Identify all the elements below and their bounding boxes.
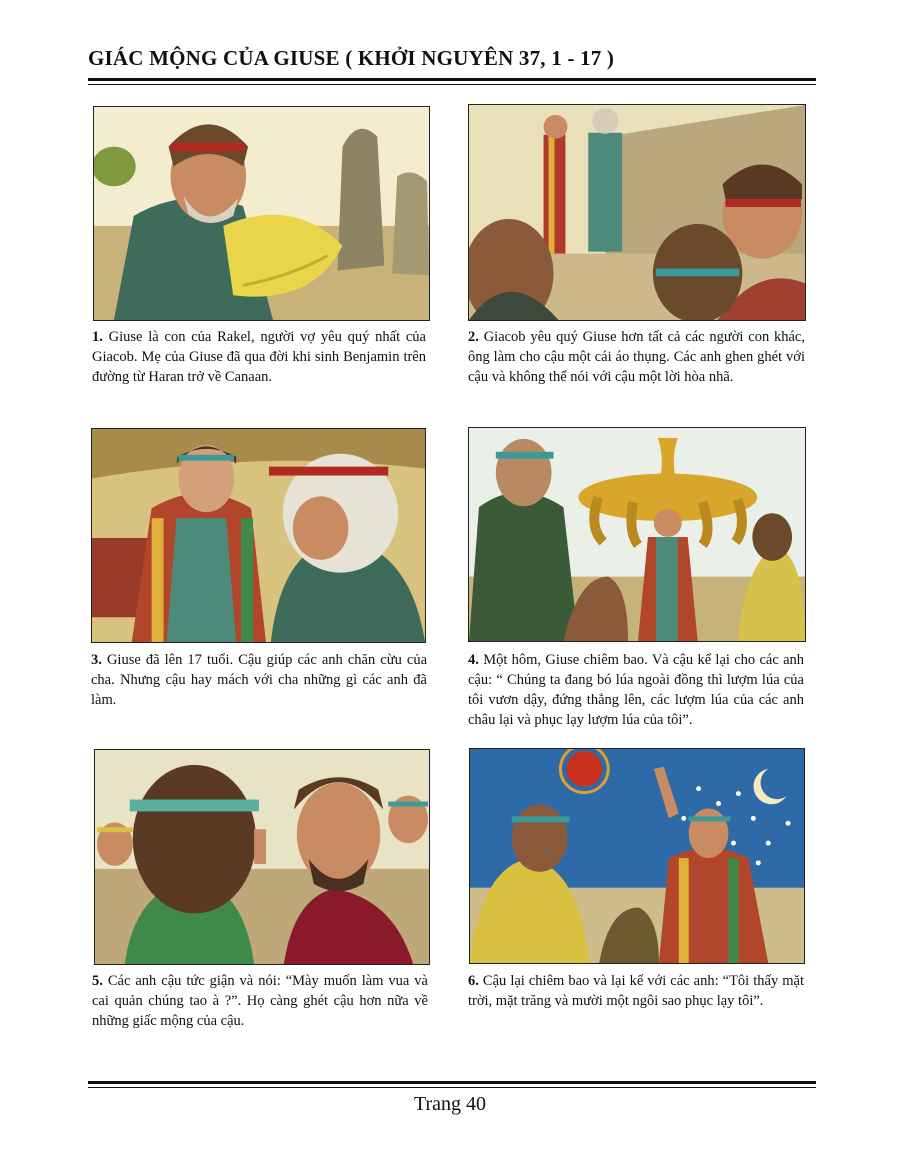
title-rule-thin [88, 84, 816, 85]
panel-2-illustration [468, 104, 806, 321]
panel-2-number: 2. [468, 329, 479, 345]
title-rule-thick [88, 78, 816, 81]
panel-5-caption [92, 971, 428, 1031]
footer-rule-thick [88, 1081, 816, 1084]
panel-6-number: 6. [468, 973, 479, 989]
panel-4-text: Một hôm, Giuse chiêm bao. Và cậu kể lại cho các anh cậu: “ Chúng ta đang bó lúa ngoài đồng thì lượm lúa của tôi vươn dậy, đứng thẳng lên, các lượm lúa của các anh châu lại và phục lạy lượm lúa của tôi”. [468, 652, 804, 728]
panel-3-caption [91, 650, 427, 710]
panel-6-illustration [469, 748, 805, 964]
panel-1-number: 1. [92, 329, 103, 345]
panel-1-text: Giuse là con của Rakel, người vợ yêu quý nhất của Giacob. Mẹ của Giuse đã qua đời khi sinh Benjamin trên đường từ Haran trở về Canaan. [92, 329, 426, 385]
panel-4-caption [468, 650, 804, 730]
page-number: Trang 40 [413, 1093, 487, 1115]
footer-rule-thin [88, 1087, 816, 1088]
panel-5-illustration [94, 749, 430, 965]
panel-4-illustration [468, 427, 806, 642]
panel-3-text: Giuse đã lên 17 tuổi. Cậu giúp các anh chăn cừu của cha. Nhưng cậu hay mách với cha những gì các anh đã làm. [91, 652, 428, 708]
panel-2-caption [468, 327, 805, 387]
panel-3-illustration [91, 428, 426, 643]
panel-1-illustration [93, 106, 430, 321]
panel-6-text: Cậu lại chiêm bao và lại kể với các anh: “Tôi thấy mặt trời, mặt trăng và mười một ngôi sao phục lạy tôi”. [468, 973, 805, 1009]
panel-6-caption [468, 971, 804, 1011]
panel-5-number: 5. [92, 973, 103, 989]
panel-1-caption [92, 327, 426, 387]
page-title: GIÁC MỘNG CỦA GIUSE ( KHỞI NGUYÊN 37, 1 - 17 ) [88, 46, 615, 70]
panel-2-text: Giacob yêu quý Giuse hơn tất cả các người con khác, ông làm cho cậu một cái áo thụng. Các anh ghen ghét với cậu và không thể nói với cậu một lời hòa nhã. [468, 329, 805, 385]
panel-5-text: Các anh cậu tức giận và nói: “Mày muốn làm vua và cai quản chúng tao à ?”. Họ càng ghét cậu hơn nữa về những giấc mộng của cậu. [92, 973, 428, 1029]
panel-3-number: 3. [91, 652, 102, 668]
panel-4-number: 4. [468, 652, 479, 668]
